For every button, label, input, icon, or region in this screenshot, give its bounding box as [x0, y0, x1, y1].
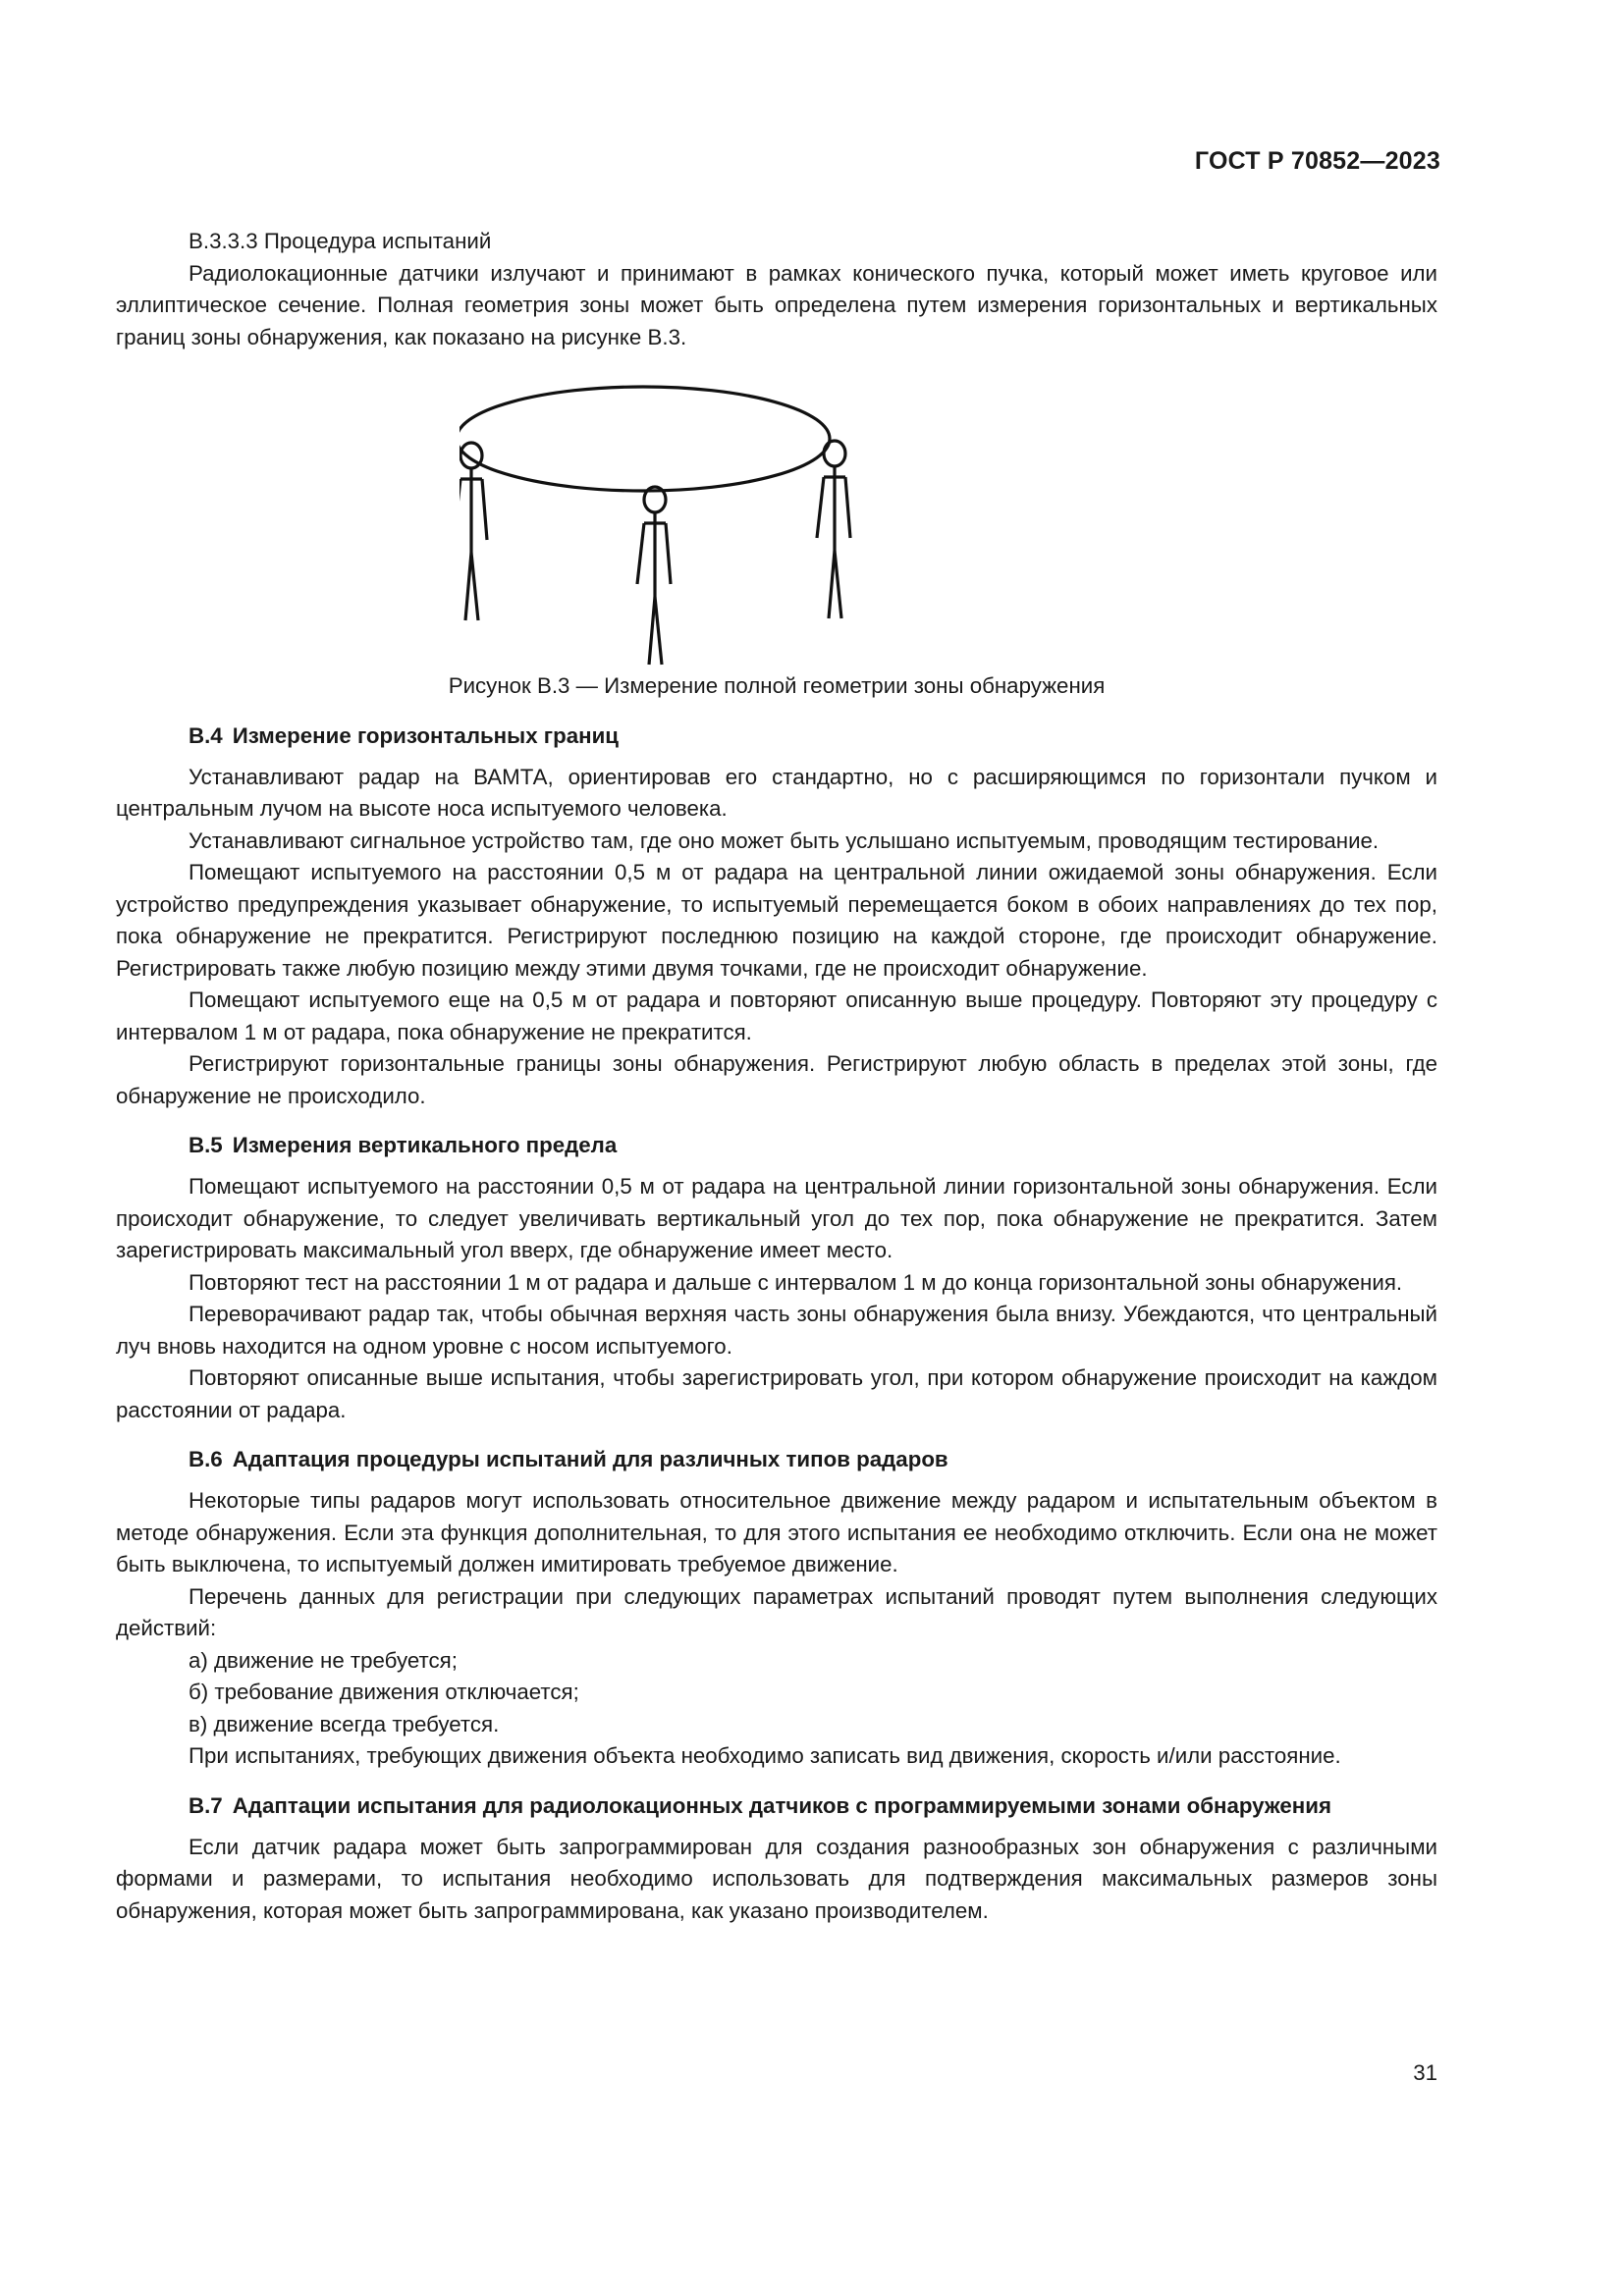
paragraph: Повторяют тест на расстоянии 1 м от радара и дальше с интервалом 1 м до конца горизонтальной зоны обнаружения. [189, 1269, 1403, 1295]
section-number: В.7 [189, 1792, 223, 1818]
section-title: Измерения вертикального предела [232, 1133, 618, 1157]
section-number: В.4 [189, 722, 223, 748]
list-item: б) требование движения отключается; [189, 1680, 579, 1704]
page-content [116, 226, 1437, 1927]
paragraph: Переворачивают радар так, чтобы обычная верхняя часть зоны обнаружения была внизу. Убеждаются, что центральный луч вновь находится на одном уровне с носом испытуемого. [116, 1302, 1437, 1359]
page-number: 31 [1413, 2060, 1437, 2085]
paragraph: Помещают испытуемого на расстоянии 0,5 м от радара на центральной линии горизонтальной зоны обнаружения. Если происходит обнаружение, то следует увеличивать вертикальный угол до тех пор, пока обнаружение не прекратится. Затем зарегистрировать максимальный угол вверх, где обнаружение имеет место. [116, 1174, 1437, 1262]
section-number: В.5 [189, 1133, 223, 1157]
paragraph: Перечень данных для регистрации при следующих параметрах испытаний проводят путем выполнения следующих действий: [116, 1583, 1437, 1640]
section-title: Адаптации испытания для радиолокационных датчиков с программируемыми зонами обнаружения [232, 1792, 1331, 1818]
ellipse-detection-zone [460, 387, 830, 491]
section-heading [116, 1130, 1437, 1161]
section-title: Адаптация процедуры испытаний для различных типов радаров [232, 1447, 948, 1471]
paragraph: Некоторые типы радаров могут использовать относительное движение между радаром и испытательным объектом в методе обнаружения. Если эта функция дополнительная, то для этого испытания ее необходимо отключить. Если она не может быть выключена, то испытуемый должен имитировать требуемое движение. [116, 1488, 1437, 1576]
section-b7 [116, 1790, 1437, 1928]
document-header: ГОСТ Р 70852—2023 [1194, 147, 1440, 175]
paragraph: Помещают испытуемого еще на 0,5 м от радара и повторяют описанную выше процедуру. Повторяют эту процедуру с интервалом 1 м от радара, пока обнаружение не прекратится. [116, 988, 1437, 1044]
section-b4 [116, 721, 1437, 1113]
section-number: В.6 [189, 1447, 223, 1471]
stick-figure-center [637, 487, 671, 665]
paragraph: Если датчик радара может быть запрограммирован для создания разнообразных зон обнаружения с различными формами и размерами, то испытания необходимо использовать для подтверждения максимальных размеров зоны обнаружения, которая может быть запрограммирована, как указано производителем. [116, 1834, 1437, 1923]
paragraph: Повторяют описанные выше испытания, чтобы зарегистрировать угол, при котором обнаружение происходит на каждом расстоянии от радара. [116, 1365, 1437, 1422]
section-title: Измерение горизонтальных границ [232, 722, 619, 748]
figure-detection-zone [116, 371, 1437, 670]
list-item: в) движение всегда требуется. [189, 1711, 500, 1736]
section-b6 [116, 1444, 1437, 1773]
paragraph: Регистрируют горизонтальные границы зоны обнаружения. Регистрируют любую область в пределах этой зоны, где обнаружение не происходило. [116, 1051, 1437, 1108]
paragraph: Устанавливают сигнальное устройство там, где оно может быть услышано испытуемым, проводящим тестирование. [189, 828, 1380, 853]
section-heading [116, 1444, 1437, 1475]
section-heading [116, 721, 1437, 752]
stick-figure-right [817, 441, 850, 618]
paragraph: Помещают испытуемого на расстоянии 0,5 м от радара на центральной линии ожидаемой зоны обнаружения. Если устройство предупреждения указывает обнаружение, то испытуемый перемещается боком в обоих направлениях до тех пор, пока обнаружение не прекратится. Регистрируют последнюю позицию на каждой стороне, где происходит обнаружение. Регистрировать также любую позицию между этими двумя точками, где не происходит обнаружение. [116, 860, 1437, 981]
stick-figure-left [460, 443, 487, 620]
subsection-title: В.3.3.3 Процедура испытаний [189, 229, 492, 253]
detection-zone-diagram [460, 371, 1049, 666]
section-heading [116, 1790, 1437, 1822]
paragraph: Радиолокационные датчики излучают и принимают в рамках конического пучка, который может иметь круговое или эллиптическое сечение. Полная геометрия зоны может быть определена путем измерения горизонтальных и вертикальных границ зоны обнаружения, как показано на рисунке В.3. [116, 260, 1437, 349]
paragraph: При испытаниях, требующих движения объекта необходимо записать вид движения, скорость и/или расстояние. [189, 1743, 1341, 1768]
section-b5 [116, 1130, 1437, 1426]
paragraph: Устанавливают радар на ВАМТА, ориентировав его стандартно, но с расширяющимся по горизонтали пучком и центральным лучом на высоте носа испытуемого человека. [116, 764, 1437, 821]
figure-caption: Рисунок В.3 — Измерение полной геометрии зоны обнаружения [448, 673, 1106, 698]
list-item: а) движение не требуется; [189, 1647, 458, 1673]
